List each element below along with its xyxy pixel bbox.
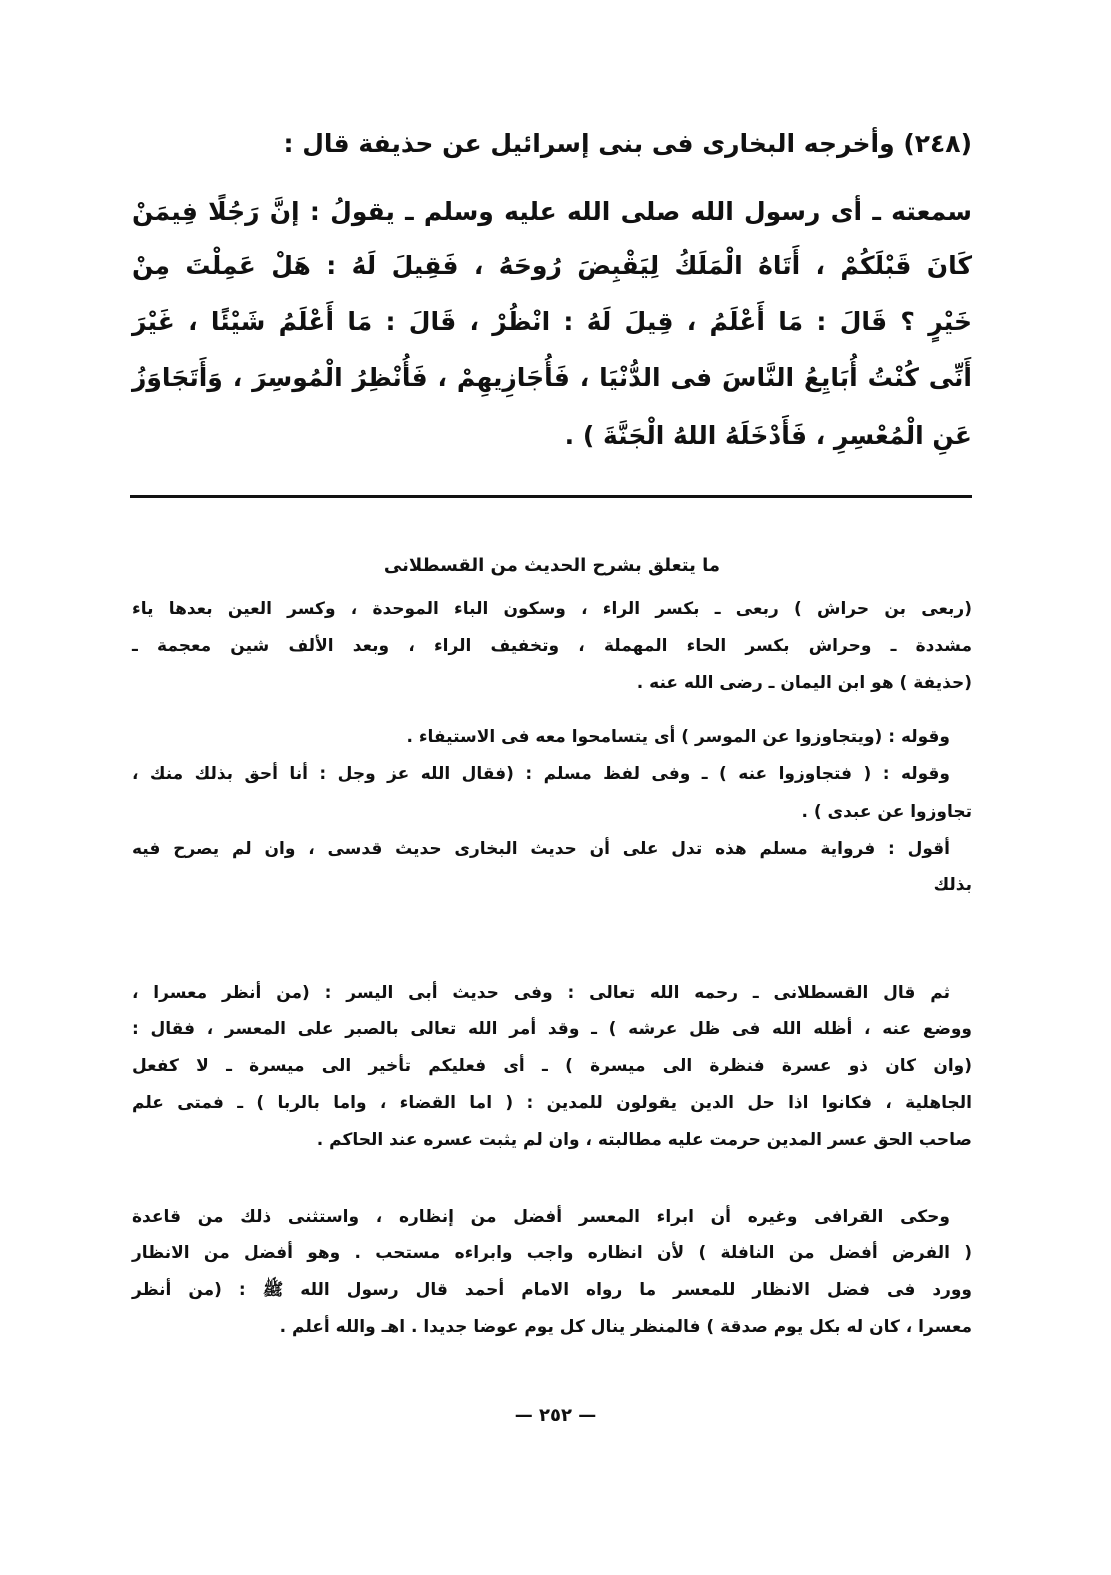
text-line: ثم قال القسطلانى ـ رحمه الله تعالى : وفى حديث أبى اليسر : (من أنظر معسرا ، bbox=[132, 983, 950, 1003]
text-line: ووضع عنه ، أظله الله فى ظل عرشه ) ـ وقد أمر الله تعالى بالصبر على المعسر ، فقال : bbox=[132, 1019, 972, 1039]
text-line: تجاوزوا عن عبدى ) . bbox=[801, 802, 972, 822]
hadith-line: خَيْرٍ ؟ قَالَ : مَا أَعْلَمُ ، قِيلَ لَهُ : انْظُرْ ، قَالَ : مَا أَعْلَمُ شَيْئًا ، غَيْرَ bbox=[132, 307, 972, 336]
separator-rule bbox=[130, 495, 972, 498]
hadith-line: سمعته ـ أى رسول الله صلى الله عليه وسلم ـ يقولُ : إنَّ رَجُلًا فِيمَنْ bbox=[132, 197, 972, 226]
text-line: صاحب الحق عسر المدين حرمت عليه مطالبته ، وان لم يثبت عسره عند الحاكم . bbox=[316, 1130, 972, 1150]
commentary-heading: ما يتعلق بشرح الحديث من القسطلانى bbox=[383, 555, 721, 576]
text-line: وحكى القرافى وغيره أن ابراء المعسر أفضل من إنظاره ، واستثنى ذلك من قاعدة bbox=[132, 1207, 950, 1227]
text-line: (وان كان ذو عسرة فنظرة الى ميسرة ) ـ أى فعليكم تأخير الى ميسرة ـ لا كفعل bbox=[132, 1056, 972, 1076]
text-line: وقوله : ( فتجاوزوا عنه ) ـ وفى لفظ مسلم : (فقال الله عز وجل : أنا أحق بذلك منك ، bbox=[132, 764, 950, 784]
page-number: — ٢٥٢ — bbox=[514, 1405, 597, 1426]
text-line: مشددة ـ وحراش بكسر الحاء المهملة ، وتخفيف الراء ، وبعد الألف شين معجمة ـ bbox=[132, 636, 972, 656]
hadith-line: كَانَ قَبْلَكُمْ ، أَتَاهُ الْمَلَكُ لِيَقْبِضَ رُوحَهُ ، فَقِيلَ لَهُ : هَلْ عَمِلْتَ مِنْ bbox=[132, 251, 972, 280]
hadith-line: أَنِّى كُنْتُ أُبَايِعُ النَّاسَ فى الدُّنْيَا ، فَأُجَازِيهِمْ ، فَأُنْظِرُ الْمُوسِرَ ، وَأَتَجَاوَزُ bbox=[132, 363, 972, 392]
hadith-line: (٢٤٨) وأخرجه البخارى فى بنى إسرائيل عن حذيفة قال : bbox=[283, 129, 972, 158]
text-line: ( الفرض أفضل من النافلة ) لأن انظاره واجب وابراءه مستحب . وهو أفضل من الانظار bbox=[132, 1243, 972, 1263]
text-line: معسرا ، كان له بكل يوم صدقة ) فالمنظر ينال كل يوم عوضا جديدا . اهـ والله أعلم . bbox=[279, 1317, 972, 1337]
text-line: أقول : فرواية مسلم هذه تدل على أن حديث البخارى حديث قدسى ، وان لم يصرح فيه bbox=[132, 839, 950, 859]
text-line: الجاهلية ، فكانوا اذا حل الدين يقولون للمدين : ( اما القضاء ، واما بالربا ) ـ فمتى علم bbox=[132, 1093, 972, 1113]
text-line: وورد فى فضل الانظار للمعسر ما رواه الامام أحمد قال رسول الله ﷺ : (من أنظر bbox=[132, 1280, 972, 1300]
text-line: بذلك bbox=[933, 875, 972, 895]
hadith-line: عَنِ الْمُعْسِرِ ، فَأَدْخَلَهُ اللهُ الْجَنَّةَ ) . bbox=[564, 421, 972, 450]
text-line: (ربعى بن حراش ) ربعى ـ بكسر الراء ، وسكون الباء الموحدة ، وكسر العين بعدها ياء bbox=[132, 599, 972, 619]
text-line: (حذيفة ) هو ابن اليمان ـ رضى الله عنه . bbox=[636, 673, 972, 693]
text-line: وقوله : (ويتجاوزوا عن الموسر ) أى يتسامحوا معه فى الاستيفاء . bbox=[406, 727, 950, 747]
